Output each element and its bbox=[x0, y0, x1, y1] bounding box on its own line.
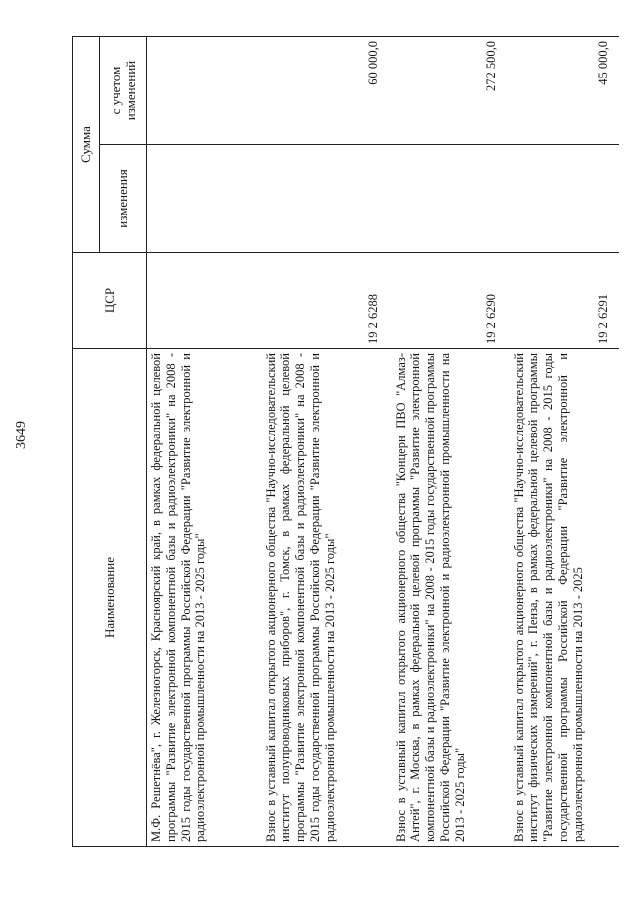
row-changes bbox=[147, 145, 259, 253]
row-name: М.Ф. Решетнёва", г. Железногорск, Красноярский край, в рамках федеральной целевой программы "Развитие электронной компонентной базы и радиоэлектроники" на 2008 - 2015 годы государственной программы Российской Федерации "Развитие электронной и радиоэлектронной промышленности на 2013 - 2025 годы" bbox=[147, 349, 259, 847]
row-name: Взнос в уставный капитал открытого акционерного общества "Научно-исследовательский институт физических измерений", г. Пенза, в рамках федеральной целевой программы "Развитие электронной компонентной базы и радиоэлектроники" на 2008 - 2015 годы государственной программы Российской Федерации "Развитие электронной и радиоэлектронной промышленности на 2013 - 2025 bbox=[507, 349, 619, 847]
budget-table bbox=[72, 36, 619, 847]
table-row bbox=[389, 37, 507, 847]
table-row bbox=[147, 37, 259, 847]
row-name: Взнос в уставный капитал открытого акционерного общества "Научно-исследовательский институт полупроводниковых приборов", г. Томск, в рамках федеральной целевой программы "Развитие электронной компонентной базы и радиоэлектроники" на 2008 - 2015 годы государственной программы Российской Федерации "Развитие электронной и радиоэлектронной промышленности на 2013 - 2025 годы" bbox=[259, 349, 389, 847]
header-sum: Сумма bbox=[73, 37, 100, 253]
row-changes bbox=[389, 145, 507, 253]
row-with-changes: 60 000,0 bbox=[259, 37, 389, 145]
table-row bbox=[259, 37, 389, 847]
header-changes: изменения bbox=[100, 145, 147, 253]
header-with-changes: с учетом изменений bbox=[100, 37, 147, 145]
table-body bbox=[147, 37, 619, 847]
row-changes bbox=[507, 145, 619, 253]
header-csr: ЦСР bbox=[73, 253, 147, 349]
row-name: Взнос в уставный капитал открытого акционерного общества "Концерн ПВО "Алмаз-Антей", г. Москва, в рамках федеральной целевой программы "Развитие электронной компонентной базы и радиоэлектроники" на 2008 - 2015 годы государственной программы Российской Федерации "Развитие электронной и радиоэлектронной промышленности на 2013 - 2025 годы" bbox=[389, 349, 507, 847]
table-row bbox=[507, 37, 619, 847]
row-csr: 19 2 6291 bbox=[507, 253, 619, 349]
table-header bbox=[73, 37, 147, 847]
header-name: Наименование bbox=[73, 349, 147, 847]
row-with-changes: 45 000,0 bbox=[507, 37, 619, 145]
row-csr: 19 2 6288 bbox=[259, 253, 389, 349]
row-csr: 19 2 6290 bbox=[389, 253, 507, 349]
page-number: 3649 bbox=[14, 421, 29, 449]
row-with-changes bbox=[147, 37, 259, 145]
row-changes bbox=[259, 145, 389, 253]
row-with-changes: 272 500,0 bbox=[389, 37, 507, 145]
row-csr bbox=[147, 253, 259, 349]
